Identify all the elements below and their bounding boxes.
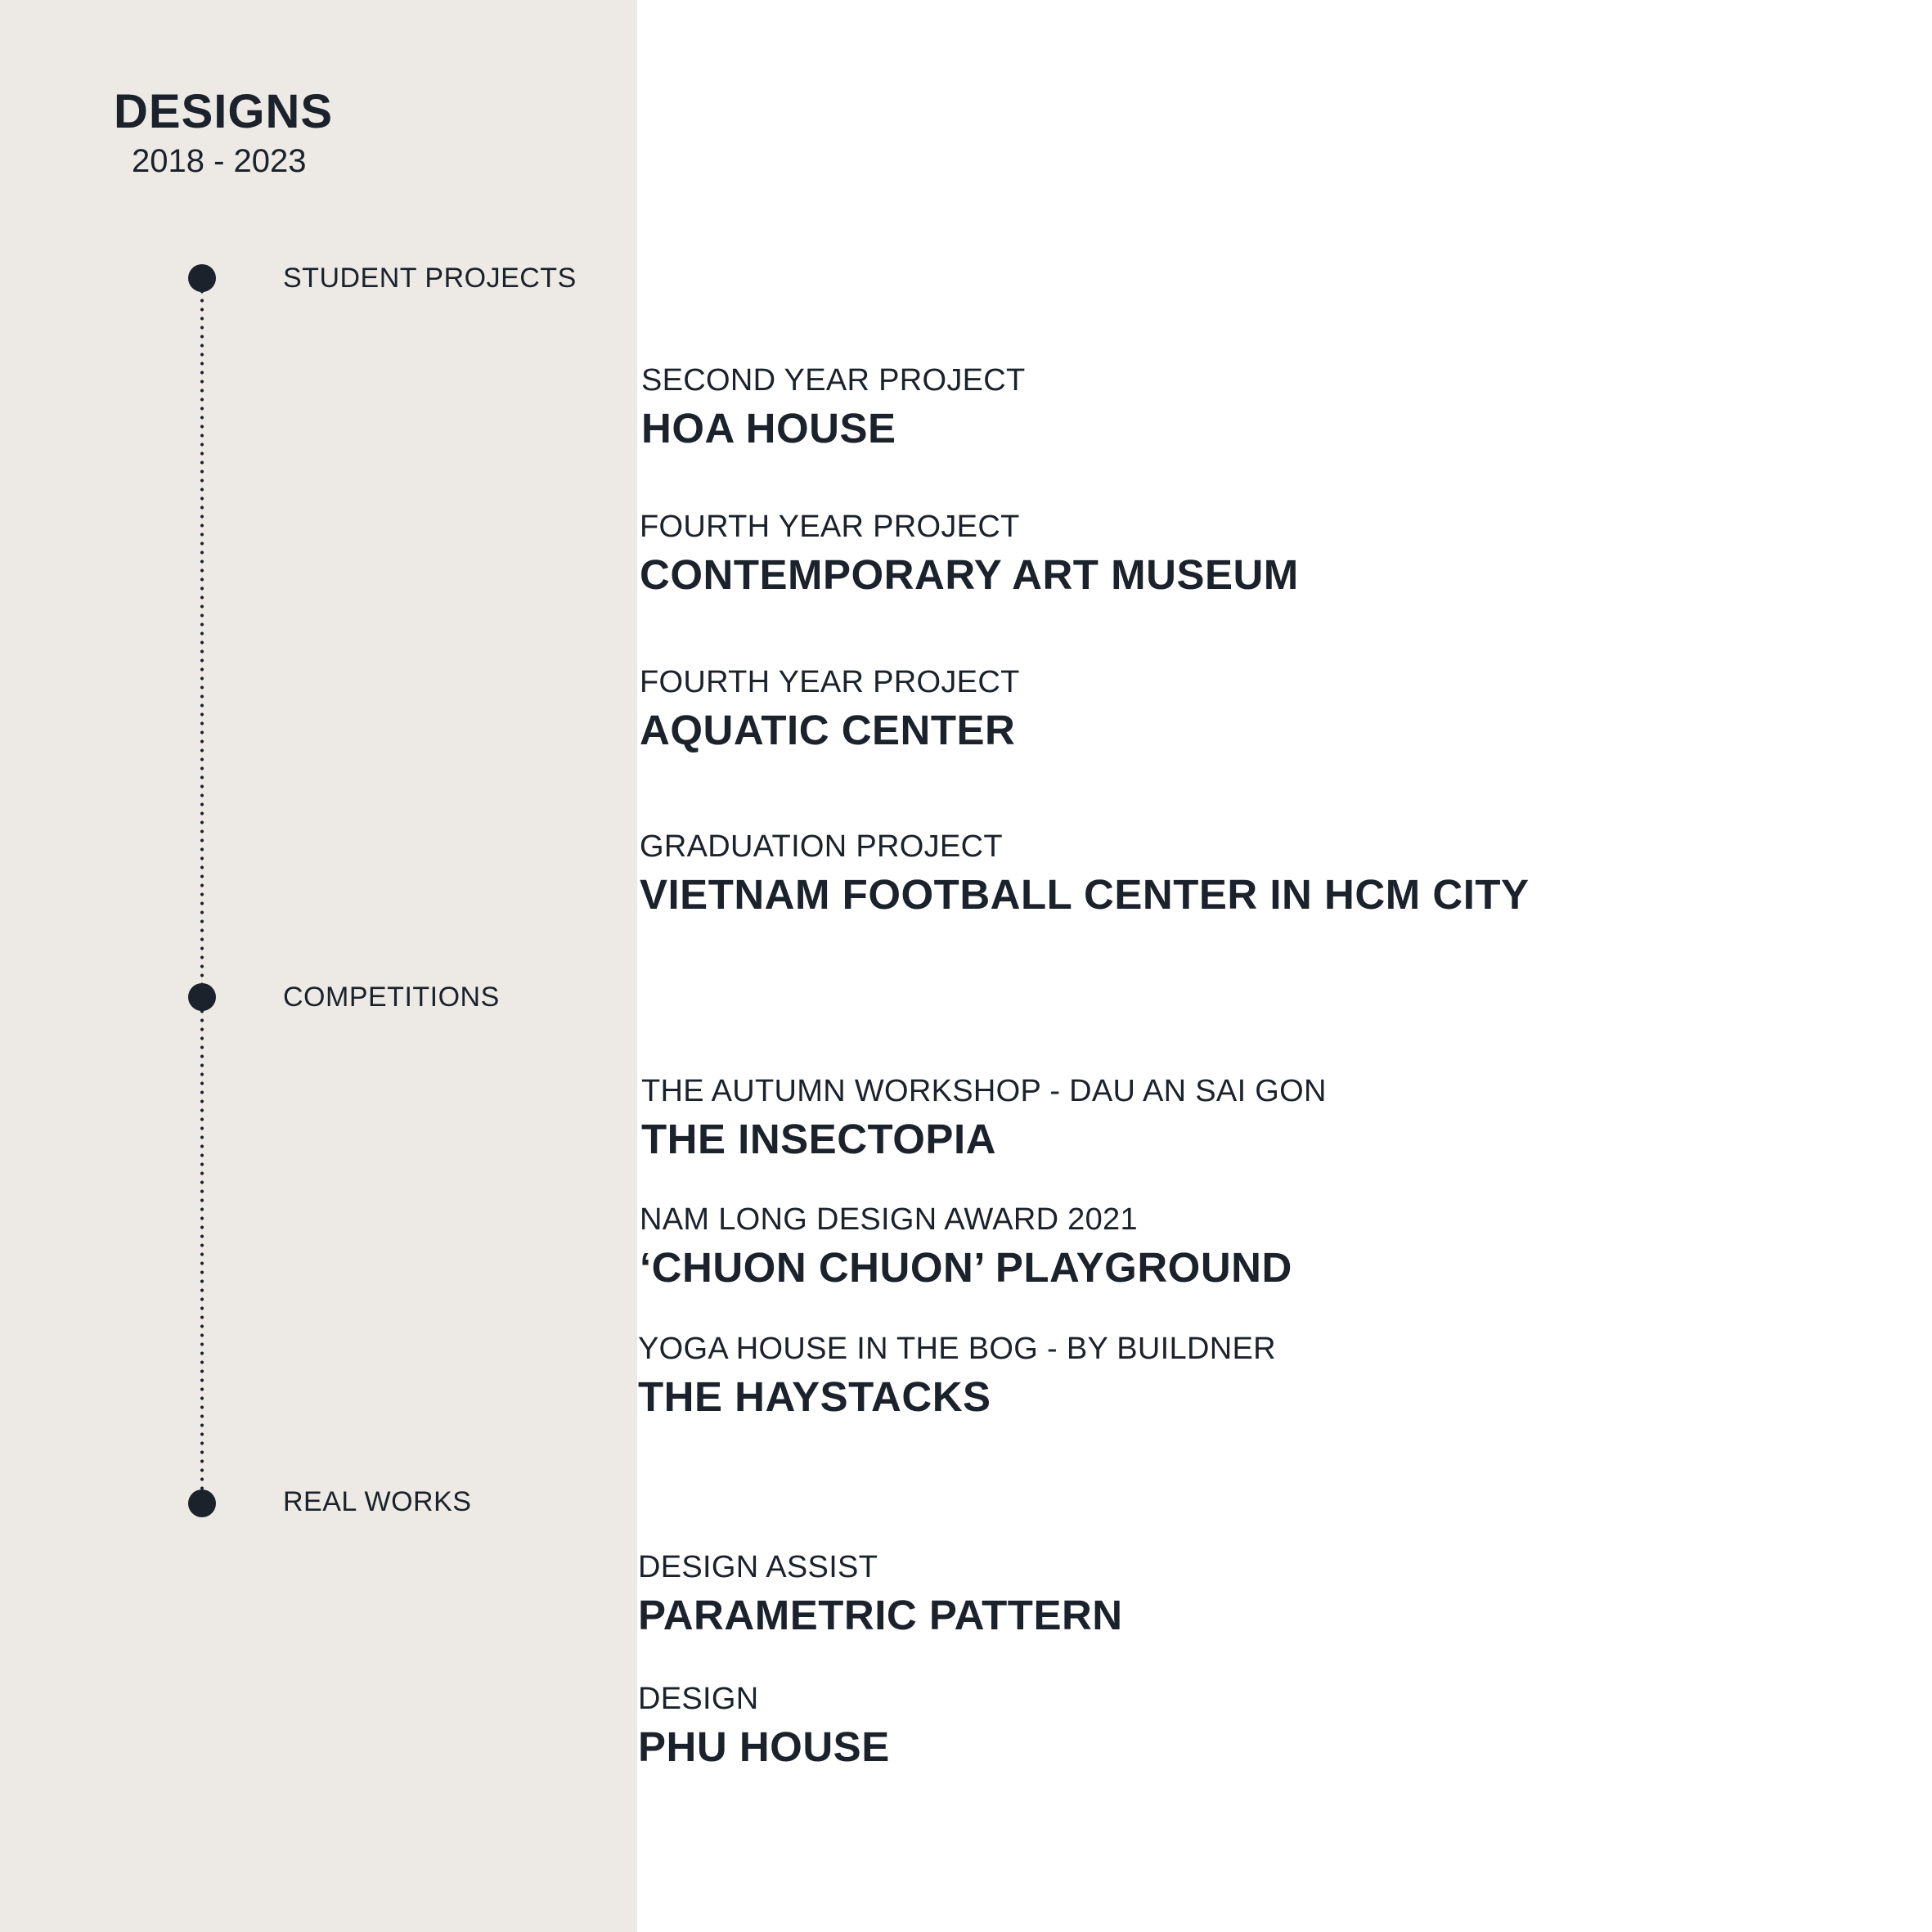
- project-title: THE HAYSTACKS: [638, 1373, 991, 1420]
- section-label-competitions: COMPETITIONS: [283, 982, 500, 1013]
- project-subtitle: DESIGN: [638, 1682, 759, 1716]
- project-title: CONTEMPORARY ART MUSEUM: [640, 551, 1299, 598]
- project-subtitle: YOGA HOUSE IN THE BOG - BY BUILDNER: [638, 1332, 1276, 1366]
- project-title: PARAMETRIC PATTERN: [638, 1592, 1123, 1638]
- project-subtitle: NAM LONG DESIGN AWARD 2021: [640, 1202, 1138, 1237]
- timeline-node-student-projects: [188, 264, 216, 292]
- project-entry[interactable]: [640, 829, 1530, 918]
- timeline-node-real-works: [188, 1489, 216, 1517]
- year-range: 2018 - 2023: [132, 143, 307, 179]
- timeline-dotted-line: [200, 278, 204, 1503]
- project-title: THE INSECTOPIA: [641, 1116, 996, 1162]
- project-subtitle: FOURTH YEAR PROJECT: [640, 665, 1020, 699]
- section-label-student-projects: STUDENT PROJECTS: [283, 263, 577, 294]
- project-title: PHU HOUSE: [638, 1723, 890, 1770]
- project-subtitle: FOURTH YEAR PROJECT: [640, 510, 1020, 544]
- project-subtitle: GRADUATION PROJECT: [640, 829, 1003, 864]
- project-title: AQUATIC CENTER: [640, 707, 1016, 753]
- project-title: ‘CHUON CHUON’ PLAYGROUND: [640, 1244, 1292, 1291]
- project-entry[interactable]: [640, 510, 1299, 598]
- project-entry[interactable]: [641, 1076, 1327, 1160]
- project-subtitle: DESIGN ASSIST: [638, 1550, 878, 1584]
- section-label-real-works: REAL WORKS: [283, 1486, 472, 1517]
- project-entry[interactable]: [640, 667, 1020, 751]
- project-entry[interactable]: [641, 363, 1026, 452]
- page-title: DESIGNS: [114, 85, 334, 138]
- project-title: HOA HOUSE: [641, 405, 896, 452]
- timeline-node-competitions: [188, 983, 216, 1011]
- project-entry[interactable]: [638, 1333, 1276, 1418]
- project-subtitle: SECOND YEAR PROJECT: [641, 363, 1026, 398]
- project-entry[interactable]: [638, 1683, 890, 1768]
- project-entry[interactable]: [640, 1202, 1292, 1291]
- project-title: VIETNAM FOOTBALL CENTER IN HCM CITY: [640, 871, 1530, 918]
- project-entry[interactable]: [638, 1552, 1123, 1636]
- project-subtitle: THE AUTUMN WORKSHOP - DAU AN SAI GON: [641, 1074, 1327, 1108]
